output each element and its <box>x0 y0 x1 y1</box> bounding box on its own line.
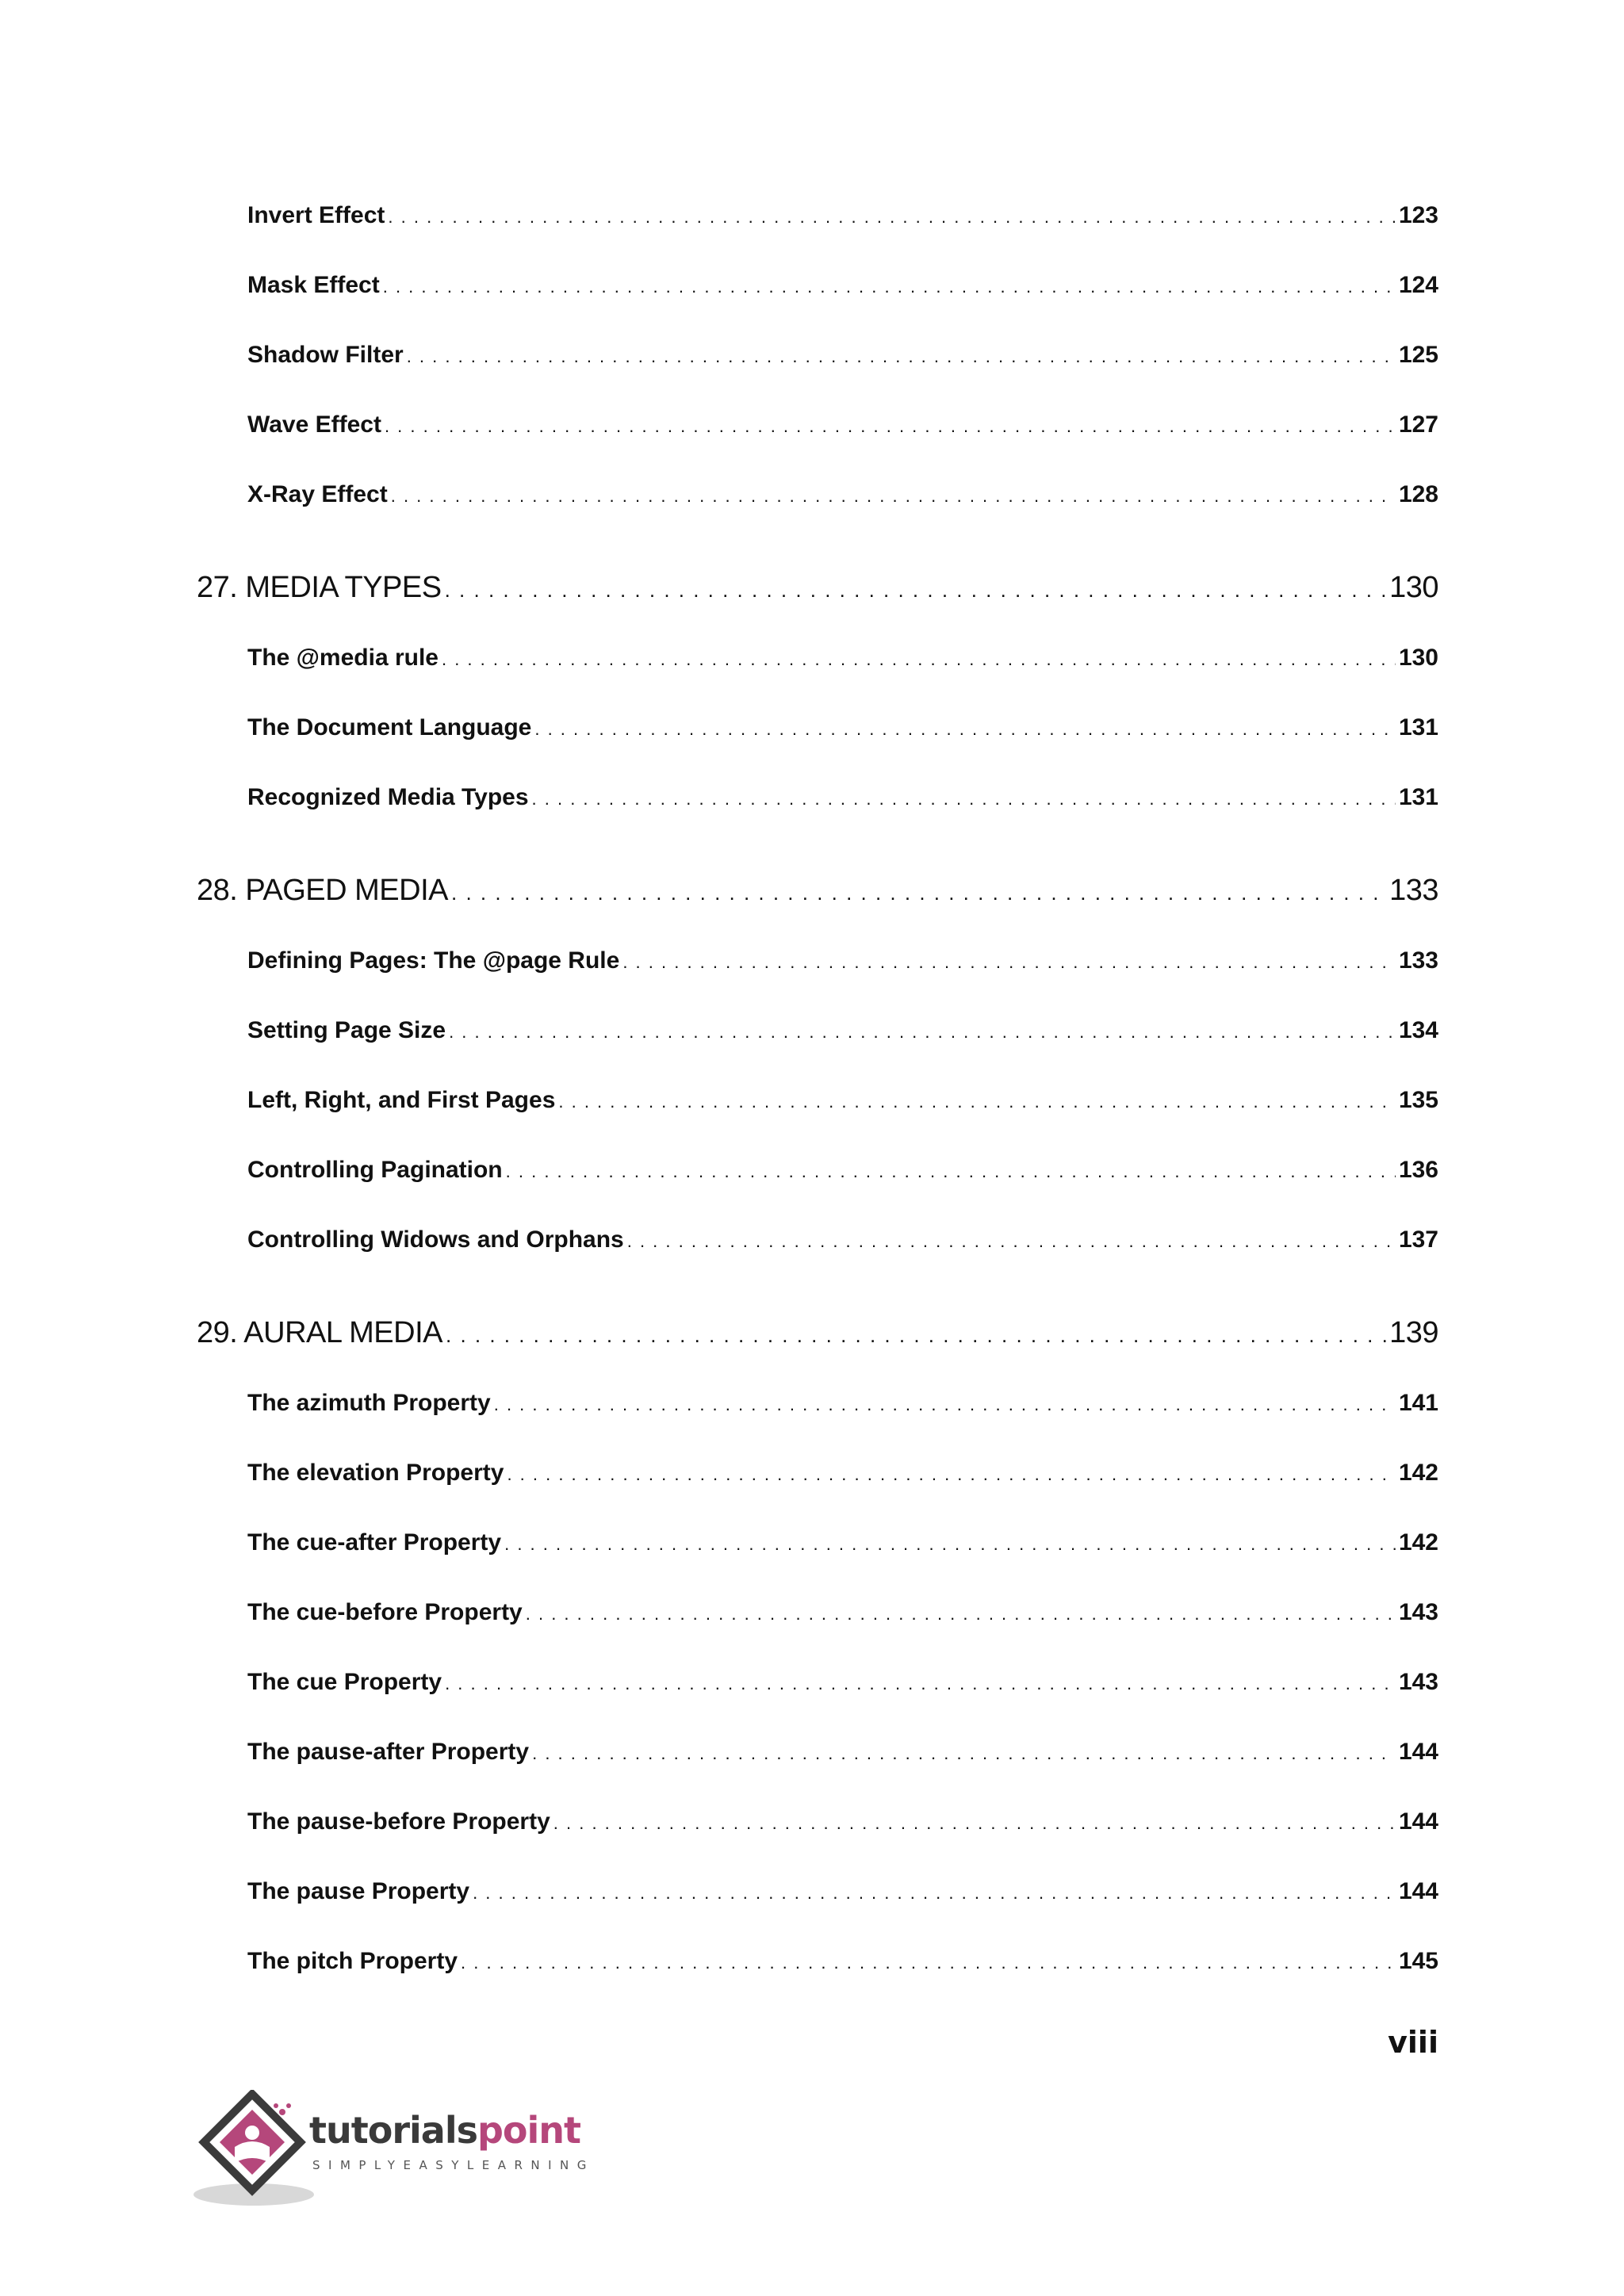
toc-dot-leader <box>442 644 1396 675</box>
toc-entry-page: 133 <box>1389 874 1438 907</box>
toc-dot-leader <box>494 1389 1396 1421</box>
toc-entry-page: 124 <box>1398 272 1438 298</box>
toc-section-entry[interactable] <box>197 1597 1438 1630</box>
tutorialspoint-logo <box>193 2090 606 2209</box>
logo-wordmark: tutorialspoint <box>309 2109 581 2152</box>
toc-entry-page: 136 <box>1398 1157 1438 1183</box>
toc-dot-leader <box>449 1016 1396 1048</box>
toc-dot-leader <box>627 1226 1396 1257</box>
toc-entry-page: 130 <box>1389 571 1438 604</box>
toc-dot-leader <box>407 341 1396 373</box>
toc-entry-page: 137 <box>1398 1226 1438 1253</box>
toc-entry-title: The pitch Property <box>247 1948 458 1974</box>
toc-dot-leader <box>507 1459 1396 1490</box>
toc-entry-title: The Document Language <box>247 714 532 740</box>
toc-entry-title: Controlling Pagination <box>247 1157 503 1183</box>
toc-entry-title: The azimuth Property <box>247 1390 491 1416</box>
toc-dot-leader <box>445 570 1386 610</box>
page-number: viii <box>1388 2025 1438 2060</box>
toc-dot-leader <box>473 1877 1396 1909</box>
toc-section-entry[interactable] <box>197 1736 1438 1770</box>
toc-entry-title: Invert Effect <box>247 202 385 228</box>
toc-section-entry[interactable] <box>197 712 1438 745</box>
toc-dot-leader <box>532 783 1396 815</box>
toc-dot-leader <box>451 873 1386 913</box>
toc-entry-page: 131 <box>1398 714 1438 740</box>
toc-dot-leader <box>558 1086 1396 1118</box>
toc-dot-leader <box>534 714 1396 745</box>
toc-chapter-entry[interactable] <box>197 871 1438 913</box>
table-of-contents <box>197 0 1438 2030</box>
toc-entry-title: Recognized Media Types <box>247 784 529 810</box>
toc-entry-title: Setting Page Size <box>247 1017 446 1043</box>
toc-entry-page: 135 <box>1398 1087 1438 1113</box>
toc-entry-page: 144 <box>1398 1808 1438 1835</box>
toc-dot-leader <box>383 271 1396 303</box>
toc-dot-leader <box>504 1529 1396 1560</box>
toc-dot-leader <box>391 480 1396 512</box>
toc-section-entry[interactable] <box>197 270 1438 303</box>
toc-entry-page: 144 <box>1398 1739 1438 1765</box>
toc-chapter-entry[interactable] <box>197 1313 1438 1355</box>
toc-section-entry[interactable] <box>197 1224 1438 1257</box>
toc-section-entry[interactable] <box>197 642 1438 675</box>
toc-section-entry[interactable] <box>197 409 1438 442</box>
toc-dot-leader <box>461 1947 1396 1979</box>
toc-entry-page: 145 <box>1398 1948 1438 1974</box>
toc-entry-page: 131 <box>1398 784 1438 810</box>
toc-entry-title: 29. AURAL MEDIA <box>197 1316 442 1349</box>
toc-dot-leader <box>446 1315 1386 1355</box>
toc-dot-leader <box>506 1156 1396 1188</box>
toc-entry-title: The pause Property <box>247 1878 470 1904</box>
toc-section-entry[interactable] <box>197 200 1438 233</box>
toc-entry-title: The elevation Property <box>247 1460 504 1486</box>
toc-entry-page: 130 <box>1398 645 1438 671</box>
toc-entry-title: The cue-before Property <box>247 1599 523 1625</box>
tutorialspoint-logo-icon <box>193 2090 320 2209</box>
logo-tagline: SIMPLYEASYLEARNING <box>312 2158 595 2172</box>
toc-entry-page: 128 <box>1398 481 1438 507</box>
toc-dot-leader <box>526 1598 1396 1630</box>
toc-entry-title: 28. PAGED MEDIA <box>197 874 449 907</box>
toc-section-entry[interactable] <box>197 339 1438 373</box>
toc-section-entry[interactable] <box>197 1387 1438 1421</box>
toc-entry-page: 141 <box>1398 1390 1438 1416</box>
toc-entry-title: The cue-after Property <box>247 1529 502 1556</box>
toc-entry-title: The pause-after Property <box>247 1739 530 1765</box>
toc-section-entry[interactable] <box>197 782 1438 815</box>
toc-section-entry[interactable] <box>197 479 1438 512</box>
toc-entry-page: 123 <box>1398 202 1438 228</box>
toc-section-entry[interactable] <box>197 1154 1438 1188</box>
toc-entry-title: Defining Pages: The @page Rule <box>247 947 620 974</box>
toc-section-entry[interactable] <box>197 1085 1438 1118</box>
toc-entry-title: X-Ray Effect <box>247 481 388 507</box>
toc-section-entry[interactable] <box>197 1457 1438 1490</box>
toc-entry-title: Left, Right, and First Pages <box>247 1087 556 1113</box>
toc-section-entry[interactable] <box>197 1667 1438 1700</box>
toc-section-entry[interactable] <box>197 945 1438 978</box>
toc-entry-title: Controlling Widows and Orphans <box>247 1226 624 1253</box>
toc-section-entry[interactable] <box>197 1876 1438 1909</box>
toc-section-entry[interactable] <box>197 1527 1438 1560</box>
toc-entry-page: 143 <box>1398 1599 1438 1625</box>
toc-dot-leader <box>532 1738 1396 1770</box>
toc-entry-title: The pause-before Property <box>247 1808 550 1835</box>
toc-entry-title: Wave Effect <box>247 411 381 438</box>
toc-entry-page: 142 <box>1398 1529 1438 1556</box>
toc-entry-page: 133 <box>1398 947 1438 974</box>
toc-dot-leader <box>622 947 1396 978</box>
toc-entry-page: 144 <box>1398 1878 1438 1904</box>
toc-entry-title: 27. MEDIA TYPES <box>197 571 442 604</box>
toc-entry-page: 125 <box>1398 342 1438 368</box>
toc-entry-page: 142 <box>1398 1460 1438 1486</box>
toc-dot-leader <box>385 411 1396 442</box>
toc-dot-leader <box>388 201 1396 233</box>
toc-entry-title: The @media rule <box>247 645 439 671</box>
toc-section-entry[interactable] <box>197 1806 1438 1839</box>
toc-entry-page: 143 <box>1398 1669 1438 1695</box>
toc-entry-page: 134 <box>1398 1017 1438 1043</box>
toc-entry-page: 139 <box>1389 1316 1438 1349</box>
toc-dot-leader <box>553 1808 1396 1839</box>
toc-entry-title: Shadow Filter <box>247 342 404 368</box>
toc-dot-leader <box>445 1668 1396 1700</box>
toc-section-entry[interactable] <box>197 1015 1438 1048</box>
toc-entry-title: The cue Property <box>247 1669 442 1695</box>
toc-entry-page: 127 <box>1398 411 1438 438</box>
toc-entry-title: Mask Effect <box>247 272 380 298</box>
toc-chapter-entry[interactable] <box>197 568 1438 610</box>
toc-section-entry[interactable] <box>197 1946 1438 1979</box>
